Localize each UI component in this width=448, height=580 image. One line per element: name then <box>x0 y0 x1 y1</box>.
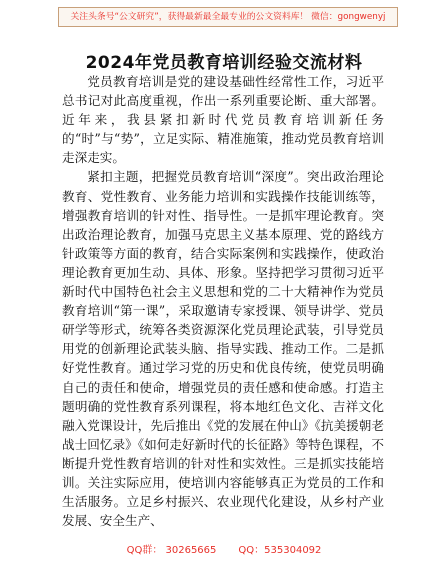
promo-banner <box>58 7 398 27</box>
contact-footer <box>0 541 448 556</box>
qq-number: QQ：535304092 <box>238 545 322 556</box>
document-body <box>62 72 384 530</box>
promo-banner-text: 关注头条号“公文研究”，获得最新最全最专业的公文资料库！ 微信：gongwenyj <box>70 12 386 22</box>
body-paragraph: 党员教育培训是党的建设基础性经常性工作，习近平总书记对此高度重视，作出一系列重要论断、重大部署。近年来，我县紧扣新时代党员教育培训新任务的“时”与“势”，立足实际、精准施策，推动党员教育培训走深走实。 <box>62 74 384 166</box>
document-title: 2024年党员教育培训经验交流材料 <box>85 53 363 73</box>
body-paragraph: 紧扣主题，把握党员教育培训“深度”。突出政治理论教育、党性教育、业务能力培训和实践操作技能训练等，增强教育培训的针对性、指导性。一是抓牢理论教育。突出政治理论教育，加强马克思主义基本原理、党的路线方针政策等方面的教育，结合实际案例和实践操作，使政治理论教育更加生动、具体、形象。坚持把学习贯彻习近平新时代中国特色社会主义思想和党的二十大精神作为党员教育培训“第一课”，采取邀请专家授课、领导讲学、党员研学等形式，统筹各类资源深化党员理论武装，引导党员用党的创新理论武装头脑、指导实践、推动工作。二是抓好党性教育。通过学习党的历史和优良传统，使党员明确自己的责任和使命，增强党员的责任感和使命感。打造主题明确的党性教育系列课程，将本地红色文化、吉祥文化融入党课设计，先后推出《党的发展在仲山》《抗美援朝老战士回忆录》《如何走好新时代的长征路》等特色课程，不断提升党性教育培训的针对性和实效性。三是抓实技能培训。关注实际应用，使培训内容能够真正为党员的工作和生活服务。立足乡村振兴、农业现代化建设，从乡村产业发展、安全生产、 <box>62 169 384 529</box>
qq-group-number: QQ群： 30265665 <box>126 545 217 556</box>
